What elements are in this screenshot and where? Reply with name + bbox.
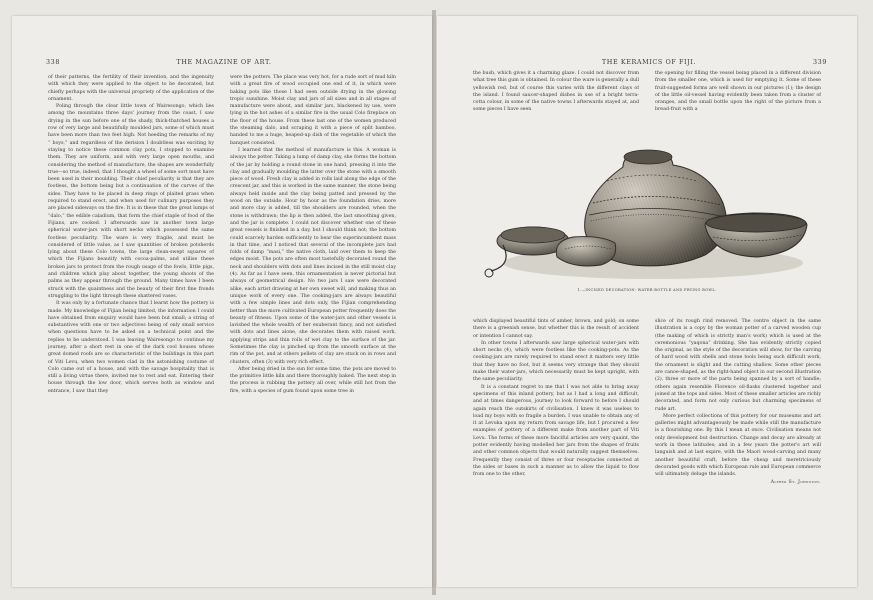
right-column-1-top: [473, 70, 639, 152]
paragraph: More perfect collections of this pottery for our museums and art galleries might advantageously be made while still the manufacture is a flourishing one. By this I mean at once. Civilisation means not only development but destruction. Change and decay are already at work in these latitudes; and in a few years the potter's art will languish and at last expire, with the Maori wood-carving and many another beautiful craft, before the cheap and meretriciously decorated goods with which European rule and European commerce will ultimately deluge the islands.: [655, 413, 821, 478]
left-running-header: [46, 58, 402, 68]
right-running-header: [471, 58, 827, 68]
running-head: THE KERAMICS OF FIJI.: [601, 58, 697, 66]
paragraph: slice of its rough rind removed. The centre object in the same illustration is a copy by the woman potter of a carved wooden cup (the making of which is strictly man's work) which is used at the ceremonious “yaqona” drinking. She has evidently strictly copied the original, as the style of the decoration will show, for the carving of hard wood with shells and stone tools being such difficult work, the ornament is slight and the cutting shallow. Some other pieces are canoe-shaped, as the right-hand object in our second illustration (2), three or more of the parts being spanned by a sort of handle; others again resemble Florence oil-flasks clustered together and joined at the tops and sides. Most of these smaller articles are richly decorated, and form not only curious but charming specimens of rude art.: [655, 319, 821, 412]
carved-cup: [556, 237, 615, 266]
paragraph: I learned that the method of manufacture is this. A woman is always the potter. Taking a lump of damp clay, she forms the bottom of the jar by holding a round stone in one hand, pressing it into the clay and gradually moulding the latter over the stone with a smooth piece of wood. Fresh clay is added in rolls laid along the edge of the crescent jar, and this is worked in the same manner, the stone being always held inside and the clay being patted and pressed by the wood on the outside. Hour by hour as the foundation dries, more and more clay is added, till the shoulders are rounded, when the stone is withdrawn; the lip is then added, the last smoothing given, and the jar is complete. I could not discover whether one of these great vessels is finished in a day, but I should think not; the bottom could scarcely harden sufficiently to bear the superincumbent mass in that time, and I noticed that several of the incomplete jars had folds of damp “masi,” the native cloth, laid over them to keep the edges moist. The pots are often most tastefully decorated round the neck and shoulders with dots and lines incised in the still moist clay (4). As far as I have seen, this ornamentation is never pictorial but always of geometrical design. No two jars I saw were decorated alike, each artist drawing at her own sweet will, and making thus an unique work of every one. The cooking-jars are always beautiful with a few simple lines and dots only, the Fijian comprehending better than the more cultivated European potter frequently does the beauty of fitness. Upon some of the water-jars and other vessels is lavished the whole wealth of her exuberant fancy, and not satisfied with dots and lines alone, she decorates them with raised work, applying strips and thin rolls of wet clay to the surface of the jar. Sometimes the clay is pinched up from the smooth surface at the rim of the pot, and at others pellets of clay are stuck on in rows and clusters, often (3) with very rich effect.: [230, 147, 396, 365]
right-page: [437, 16, 857, 587]
figure-caption: 1.—INCISED DECORATION: WATER-BOTTLE AND FRYING BOWL.: [577, 288, 717, 292]
paragraph: the bush, which gives it a charming glaze. I could not discover from what tree this gum is obtained. In colour the ware is generally a dull yellowish red, but of course this varies with the different clays of the island. I found saucer-shaped dishes in use of a bright terra-cotta colour, in some of the native towns I afterwards stayed at, and some pieces I have seen: [473, 71, 639, 113]
paragraph: the opening for filling the vessel being placed in a different division from the smaller one, which is used for emptying it. Some of these fruit-suggested forms are well shown in our pictures (1); the design of the little oil-vessel having evidently been taken from a cluster of oranges, and the small bottle upon the right of the picture from a bread-fruit with a: [655, 71, 821, 113]
paragraph: It was only by a fortunate chance that I learnt how the pottery is made. My knowledge of Fijian being limited, the information I could have obtained from enquiry would have been but small; a string of substantives with one or two adjectives being of only small service when questions have to be asked on a technical point and the replies to be understood. I was leaving Wairesongo to continue my journey, after a short rest in one of the dark cool houses whose great domed roofs are so characteristic of the buildings in this part of Viti Levu, when two women clad in the astonishing costume of Colo came out of a house, and with the savage hospitality that is still a living virtue there, invited me to rest and eat. Entering their house through the low door, which serves both as window and entrance, I saw that they: [48, 301, 214, 394]
right-column-1-bottom: [473, 318, 639, 530]
right-column-2-bottom: [655, 318, 821, 530]
book-gutter: [432, 10, 436, 595]
right-column-2-top: [655, 70, 821, 152]
left-column-2: [230, 74, 396, 544]
running-head: THE MAGAZINE OF ART.: [176, 58, 272, 66]
left-page: [12, 16, 432, 587]
pottery-engraving: [473, 145, 821, 291]
left-column-1: [48, 74, 214, 544]
page-number: 339: [813, 58, 827, 66]
paragraph: of their patterns, the fertility of their invention, and the ingenuity with which they were applied to the object to be decorated, but chiefly perhaps with the universal propriety of the application of the ornament.: [48, 75, 214, 102]
paragraph: It is a constant regret to me that I was not able to bring away specimens of this inland pottery, but as I had a long and difficult, and at times dangerous, journey to look forward to before I should again reach the outskirts of civilisation, I knew it was useless to load my boys with so fragile a burden. I was unable to obtain any of it at Levuka upon my return from savage life, but I procured a few examples of pottery of a different make from another part of Viti Levu. The forms of these more fanciful articles are very quaint, the potter evidently having modelled her jars from the shapes of fruits and other common objects that would naturally suggest themselves. Frequently they consist of three or four receptacles connected at the sides or bases in such a manner as to allow the liquid to flow from one to the other,: [473, 384, 639, 478]
page-number: 338: [46, 58, 60, 66]
author-signature: Alfred St. Johnston.: [770, 479, 821, 485]
paragraph: In other towns I afterwards saw large spherical water-jars with short necks (4), which were footless like the cooking-pots. As the cooking-jars are rarely required to stand erect it matters very little that they have no foot, but it seems very strange that they should make their water-jars, which necessarily must be kept upright, with the same peculiarity.: [473, 340, 639, 383]
paragraph: which displayed beautiful tints of amber, brown, and gold; on some there is a greenish sense, but whether this is the result of accident or intention I cannot say.: [473, 319, 639, 339]
paragraph: After being dried in the sun for some time, the pots are moved to the primitive little kiln and there thoroughly baked. The next step in the process is rubbing the pottery all over, while still hot from the fire, with a species of gum found upon some tree in: [230, 366, 396, 394]
paragraph: were the potters. The place was very hot, for a rude sort of mud kiln with a great fire of wood occupied one end of it, in which were baking pots like those I had seen outside drying in the glowing tropic sunshine. Moist clay and jars of all sizes and in all stages of manufacture were about, and similar jars, blackened by use, were lying in the hot ashes of a similar fire in the usual Colo fireplace on the floor of the house. From these last one of the women produced the steaming dalo, and scraping it with a piece of split bamboo, handed to me a huge, heaped-up dish of the vegetable of which the banquet consisted.: [230, 75, 396, 146]
paragraph: Poling through the clear little town of Wairesongo, which lies among the mountains three days' journey from the coast, I saw drying in the sun before one of the shady, thick-thatched houses a row of very large and beautifully moulded jars, some of which must have been more than two feet high. Not heeding the remarks of my “ boys,” and regardless of the derision I doubtless was exciting by staying to notice these common clay pots, I stopped to examine them. They are uniform, and with very large open mouths, and considering the method of manufacture, the shapes are wonderfully true—so true, indeed, that I thought a wheel of some sort must have been used in their moulding. Their chief peculiarity is that they are footless, the bottom being but a continuation of the curves of the sides. They have to be placed in deep rings of plaited grass when required to stand erect, and when used for culinary purposes they are placed sideways on the fire. It is in these that the great lumps of “dalo,” the edible caladium, that form the chief staple of food of the Fijians, are cooked. I afterwards saw in another town large spherical water-jars with short necks which possessed the same footless peculiarity. The ware is very fragile, and must be considered of little value, as I saw quantities of broken potsherds lying about these Colo towns, the large clean-swept squares of which the Fijians beautify with cocoa-palms, and utilise these broken jars to protect from the rough usage of the fowls, little pigs, and children which play about together, the young shoots of the palms as they appear through the ground. Many times have I been struck with the quaintness and the beauty of their first fine fronds struggling to the light through these shattered vases.: [48, 104, 214, 299]
